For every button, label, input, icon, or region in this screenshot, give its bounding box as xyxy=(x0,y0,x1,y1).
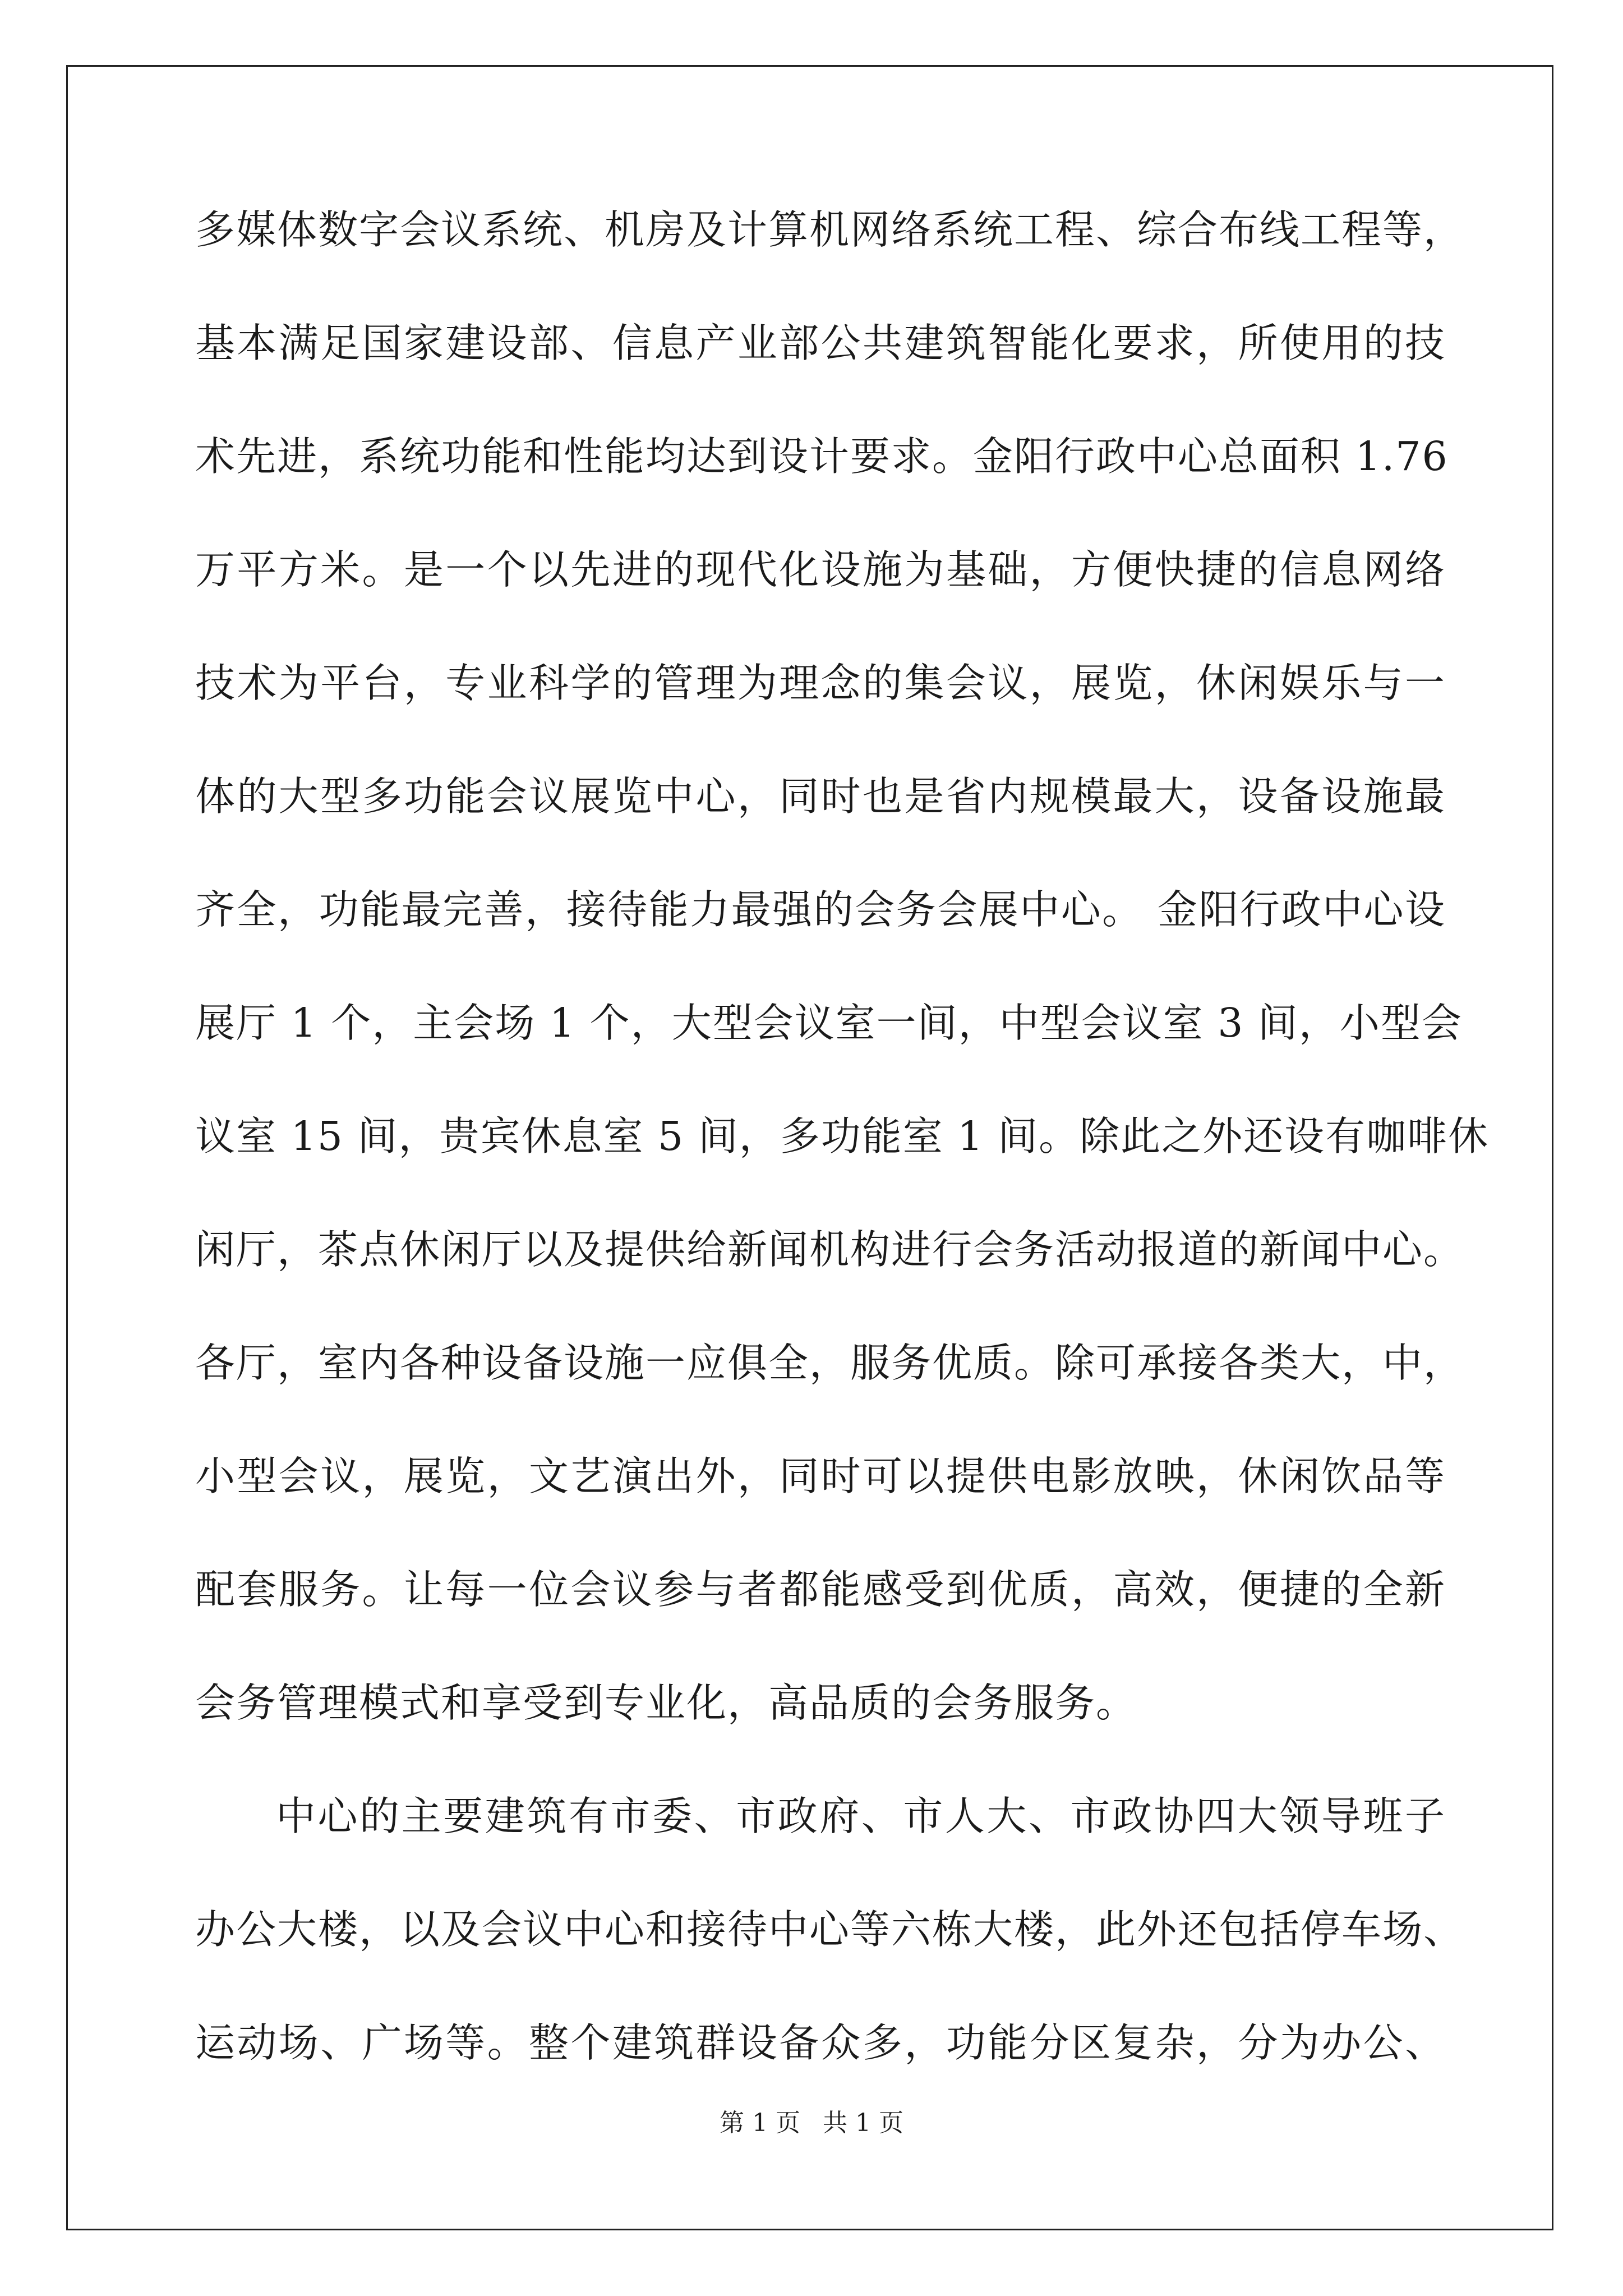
document-body xyxy=(195,202,1490,2128)
text-line: 万平方米。是一个以先进的现代化设施为基础，方便快捷的信息网络 xyxy=(195,546,1446,593)
text-line: 办公大楼，以及会议中心和接待中心等六栋大楼，此外还包括停车场、 xyxy=(195,1906,1465,1953)
page-footer xyxy=(0,2106,1623,2140)
text-line: 议室 15 间，贵宾休息室 5 间，多功能室 1 间。除此之外还设有咖啡休 xyxy=(195,1113,1490,1159)
text-line: 体的大型多功能会议展览中心，同时也是省内规模最大，设备设施最 xyxy=(195,773,1446,820)
text-line: 多媒体数字会议系统、机房及计算机网络系统工程、综合布线工程等， xyxy=(195,206,1465,253)
text-line: 闲厅，茶点休闲厅以及提供给新闻机构进行会务活动报道的新闻中心。 xyxy=(195,1226,1465,1273)
text-line: 各厅，室内各种设备设施一应俱全，服务优质。除可承接各类大，中， xyxy=(195,1340,1465,1386)
text-line: 运动场、广场等。整个建筑群设备众多，功能分区复杂，分为办公、 xyxy=(195,2019,1446,2066)
text-line: 展厅 1 个，主会场 1 个，大型会议室一间，中型会议室 3 间，小型会 xyxy=(195,1000,1463,1046)
page-number: 第 1 页 xyxy=(720,2109,800,2137)
text-line: 技术为平台，专业科学的管理为理念的集会议，展览，休闲娱乐与一 xyxy=(195,660,1446,706)
text-line: 基本满足国家建设部、信息产业部公共建筑智能化要求，所使用的技 xyxy=(195,320,1446,366)
text-line: 齐全，功能最完善，接待能力最强的会务会展中心。 金阳行政中心设 xyxy=(195,886,1446,933)
text-line: 配套服务。让每一位会议参与者都能感受到优质，高效，便捷的全新 xyxy=(195,1566,1446,1613)
text-line: 术先进，系统功能和性能均达到设计要求。金阳行政中心总面积 1.76 xyxy=(195,433,1449,480)
paragraph-first-line: 中心的主要建筑有市委、市政府、市人大、市政协四大领导班子 xyxy=(276,1793,1446,1839)
page-total: 共 1 页 xyxy=(823,2109,903,2137)
text-line: 小型会议，展览，文艺演出外，同时可以提供电影放映，休闲饮品等 xyxy=(195,1453,1446,1499)
text-line: 会务管理模式和享受到专业化，高品质的会务服务。 xyxy=(195,1680,1137,1726)
